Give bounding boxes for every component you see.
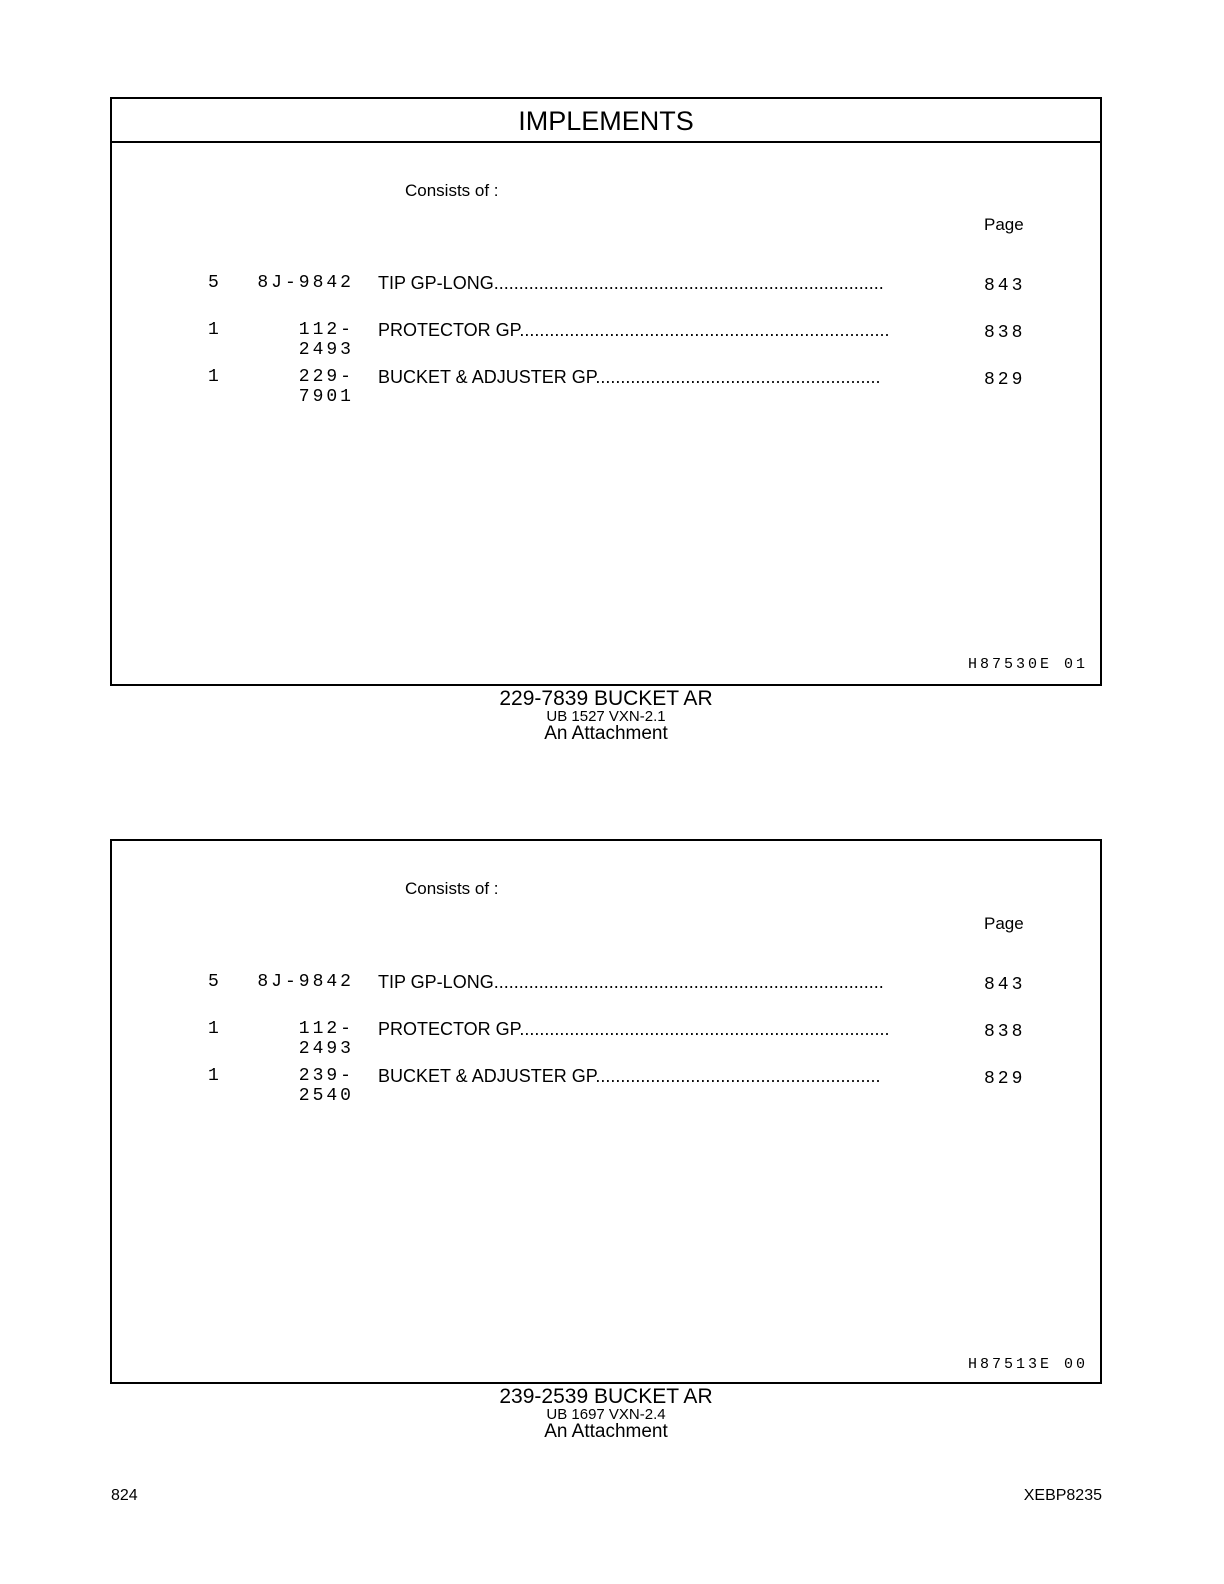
item-description xyxy=(378,320,908,341)
item-qty: 5 xyxy=(208,273,219,293)
illustration-code: H87513E 00 xyxy=(967,1356,1088,1373)
caption-attachment: An Attachment xyxy=(544,1421,668,1442)
document-id: XEBP8235 xyxy=(1023,1487,1102,1504)
item-desc-text: BUCKET & ADJUSTER GP xyxy=(378,367,596,387)
item-qty: 1 xyxy=(208,367,219,387)
item-part-number: 229-7901 xyxy=(298,367,354,407)
item-leader-dots: .............................................................................. xyxy=(493,972,884,992)
item-description xyxy=(378,1019,908,1040)
item-qty: 1 xyxy=(208,1066,219,1086)
item-page: 843 xyxy=(984,975,1026,995)
panel-2-caption xyxy=(110,1386,1102,1442)
item-page: 829 xyxy=(984,1069,1026,1089)
page-column-header: Page xyxy=(984,914,1024,933)
page-column-header: Page xyxy=(984,215,1024,234)
item-desc-text: PROTECTOR GP xyxy=(378,1019,520,1039)
list-item xyxy=(112,320,1100,360)
item-description xyxy=(378,367,908,388)
item-leader-dots: ......................................................... xyxy=(595,367,881,387)
list-item xyxy=(112,1019,1100,1059)
caption-attachment: An Attachment xyxy=(544,723,668,744)
item-qty: 1 xyxy=(208,1019,219,1039)
page-number: 824 xyxy=(111,1487,138,1504)
item-page: 829 xyxy=(984,370,1026,390)
caption-title: 239-2539 BUCKET AR xyxy=(499,1385,713,1408)
item-description xyxy=(378,972,908,993)
item-part-number: 112-2493 xyxy=(298,320,354,360)
item-qty: 5 xyxy=(208,972,219,992)
item-desc-text: PROTECTOR GP xyxy=(378,320,520,340)
item-page: 838 xyxy=(984,323,1026,343)
caption-title: 229-7839 BUCKET AR xyxy=(499,687,713,710)
item-description xyxy=(378,273,908,294)
section-title: IMPLEMENTS xyxy=(112,99,1100,143)
panel-1-caption xyxy=(110,688,1102,744)
parts-panel-1 xyxy=(110,97,1102,686)
caption-subtitle: UB 1527 VXN-2.1 xyxy=(546,708,666,725)
item-desc-text: BUCKET & ADJUSTER GP xyxy=(378,1066,596,1086)
item-page: 843 xyxy=(984,276,1026,296)
item-leader-dots: .......................................................................... xyxy=(519,320,890,340)
item-leader-dots: .......................................................................... xyxy=(519,1019,890,1039)
item-part-number: 8J-9842 xyxy=(257,273,354,293)
item-description xyxy=(378,1066,908,1087)
caption-subtitle: UB 1697 VXN-2.4 xyxy=(546,1406,666,1423)
list-item xyxy=(112,1066,1100,1106)
list-item xyxy=(112,972,1100,996)
item-qty: 1 xyxy=(208,320,219,340)
item-part-number: 112-2493 xyxy=(298,1019,354,1059)
parts-panel-2 xyxy=(110,839,1102,1384)
consists-of-label: Consists of : xyxy=(405,181,499,200)
consists-of-label: Consists of : xyxy=(405,879,499,898)
item-desc-text: TIP GP-LONG xyxy=(378,972,494,992)
item-leader-dots: .............................................................................. xyxy=(493,273,884,293)
item-part-number: 8J-9842 xyxy=(257,972,354,992)
item-part-number: 239-2540 xyxy=(298,1066,354,1106)
item-page: 838 xyxy=(984,1022,1026,1042)
list-item xyxy=(112,273,1100,297)
item-leader-dots: ......................................................... xyxy=(595,1066,881,1086)
list-item xyxy=(112,367,1100,407)
illustration-code: H87530E 01 xyxy=(967,656,1088,673)
item-desc-text: TIP GP-LONG xyxy=(378,273,494,293)
